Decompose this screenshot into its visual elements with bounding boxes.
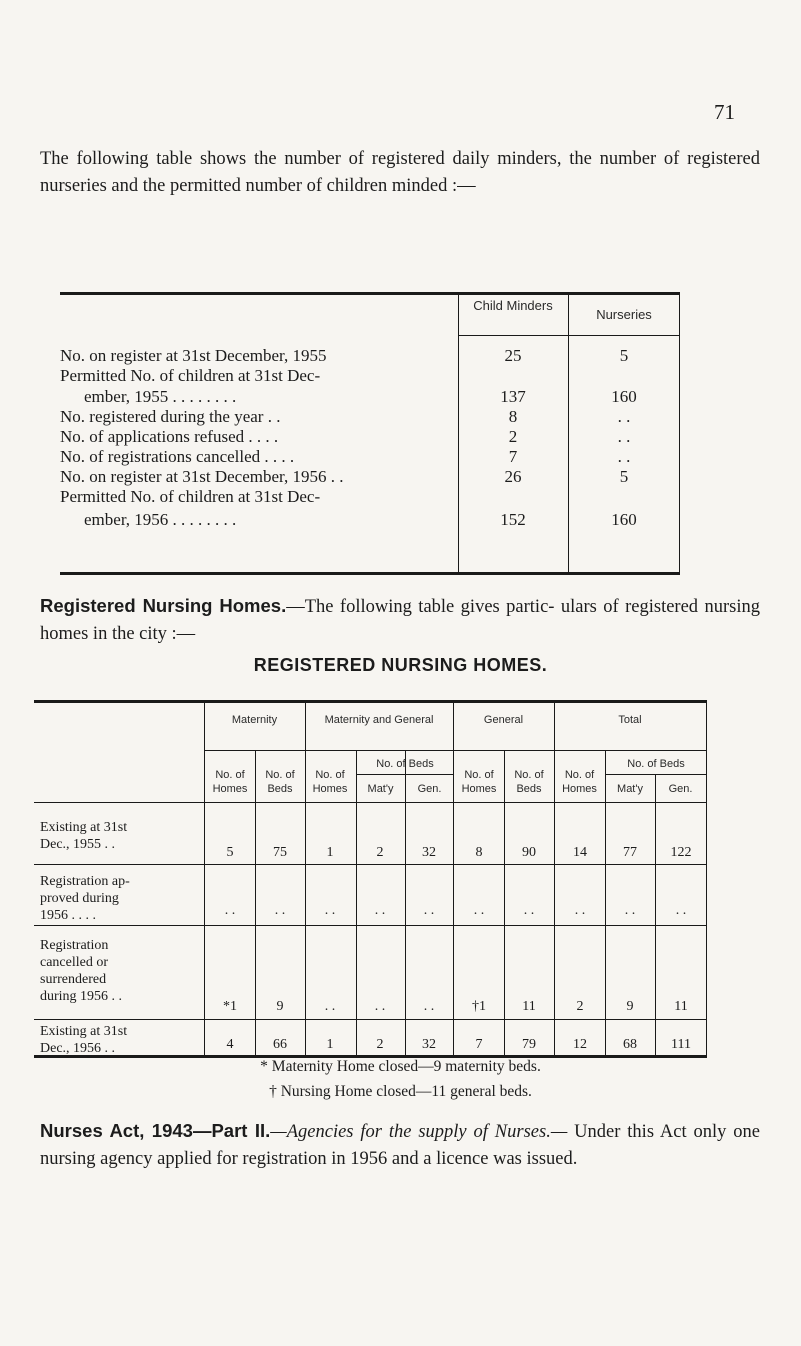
table-row: No. on register at 31st December, 1956 . . 26 5 [60, 467, 629, 486]
table-cell: 111 [671, 1037, 691, 1052]
table-cell: . . [374, 903, 386, 918]
table-cell: †1 [472, 999, 486, 1014]
col-mat-homes: No. of Homes [212, 769, 248, 795]
table-cell: . . [324, 999, 336, 1014]
nursing-homes-paragraph: Registered Nursing Homes.—The following table gives partic- ulars of registered nursing homes in the city :— [40, 595, 760, 644]
child-minders-table [60, 292, 680, 575]
col-gen-beds: No. of Beds [514, 769, 544, 795]
table-cell: . . [224, 903, 236, 918]
table-cell: 1 [326, 845, 334, 860]
col-mat-beds: No. of Beds [265, 769, 295, 795]
col-total-homes: No. of Homes [562, 769, 597, 795]
table-cell: 2 [376, 1037, 384, 1052]
table-cell: 77 [623, 845, 637, 860]
table-cell: 11 [674, 999, 688, 1014]
table-cell: 7 [475, 1037, 483, 1052]
col-mg-beds-header: No. of Beds [376, 758, 434, 770]
col-total-gen: Gen. [668, 783, 693, 795]
table-cell: 66 [273, 1037, 287, 1052]
table-cell: 9 [276, 999, 284, 1014]
table-cell: . . [423, 903, 435, 918]
nursing-homes-table [34, 700, 707, 1058]
table-cell: 75 [273, 845, 287, 860]
footnote-nursing: † Nursing Home closed—11 general beds. [269, 1083, 532, 1100]
table-cell: 90 [522, 845, 536, 860]
table-cell: 11 [522, 999, 536, 1014]
col-nurseries: Nurseries [596, 307, 652, 322]
table-cell: . . [423, 999, 435, 1014]
col-mg-homes: No. of Homes [312, 769, 348, 795]
table-cell: 122 [670, 845, 692, 860]
table-row: Permitted No. of children at 31st Dec- [60, 366, 321, 385]
group-maternity: Maternity [231, 714, 278, 726]
table-cell: 9 [626, 999, 634, 1014]
table-row: ember, 1955 . . . . . . . . 137 160 [84, 387, 637, 406]
table-cell: *1 [223, 999, 237, 1014]
table-cell: 2 [376, 845, 384, 860]
col-total-beds-header: No. of Beds [627, 758, 685, 770]
table-cell: 68 [623, 1037, 637, 1052]
col-mg-gen: Gen. [417, 783, 442, 795]
col-child-minders: Child Minders [473, 298, 553, 313]
table-row: No. of registrations cancelled . . . . 7 . . [60, 447, 631, 466]
row-label: Registration cancelled or surrendered during 1956 . . [40, 938, 123, 1004]
row-label: Existing at 31st Dec., 1955 . . [40, 820, 128, 852]
table-cell: 12 [573, 1037, 587, 1052]
page-number: 71 [714, 100, 735, 124]
group-maternity-general: Maternity and General [324, 714, 434, 726]
table-cell: . . [624, 903, 636, 918]
col-gen-homes: No. of Homes [461, 769, 497, 795]
table-cell: 1 [326, 1037, 334, 1052]
table-cell: . . [523, 903, 535, 918]
group-general: General [483, 714, 524, 726]
table-cell: . . [473, 903, 485, 918]
table-cell: 32 [422, 845, 436, 860]
table-cell: 32 [422, 1037, 436, 1052]
table-row: No. of applications refused . . . . 2 . . [60, 427, 631, 446]
table-row: Permitted No. of children at 31st Dec- [60, 487, 321, 506]
table-heading: REGISTERED NURSING HOMES. [253, 655, 548, 675]
table-cell: . . [274, 903, 286, 918]
col-mg-mat: Mat'y [367, 783, 394, 795]
nurses-act-paragraph: Nurses Act, 1943—Part II.—Agencies for the supply of Nurses.— Under this Act only one nursing agency applied for registration in 1956 and a licence was issued. [40, 1120, 760, 1169]
table-cell: . . [324, 903, 336, 918]
row-label: Registration ap- proved during 1956 . . . . [40, 874, 130, 923]
table-cell: . . [675, 903, 687, 918]
table-cell: 79 [522, 1037, 536, 1052]
table-cell: 2 [576, 999, 584, 1014]
table-row: No. registered during the year . . 8 . . [60, 407, 631, 426]
col-total-mat: Mat'y [617, 783, 643, 795]
table-cell: 4 [226, 1037, 234, 1052]
group-total: Total [618, 714, 642, 726]
intro-paragraph: The following table shows the number of registered daily minders, the number of registered nurseries and the permitted number of children minded :— [40, 149, 760, 196]
section-title: Registered Nursing Homes. [40, 595, 287, 616]
table-cell: . . [374, 999, 386, 1014]
row-label: Existing at 31st Dec., 1956 . . [40, 1024, 128, 1056]
table-row: ember, 1956 . . . . . . . . 152 160 [84, 510, 637, 529]
table-cell: 8 [475, 845, 483, 860]
table-cell: . . [574, 903, 586, 918]
footnote-maternity-visible: * Maternity Home closed—9 maternity beds. [260, 1058, 541, 1075]
table-cell: 5 [226, 845, 234, 860]
table-cell: 14 [573, 845, 587, 860]
table-row: No. on register at 31st December, 1955 25 5 [60, 346, 629, 365]
